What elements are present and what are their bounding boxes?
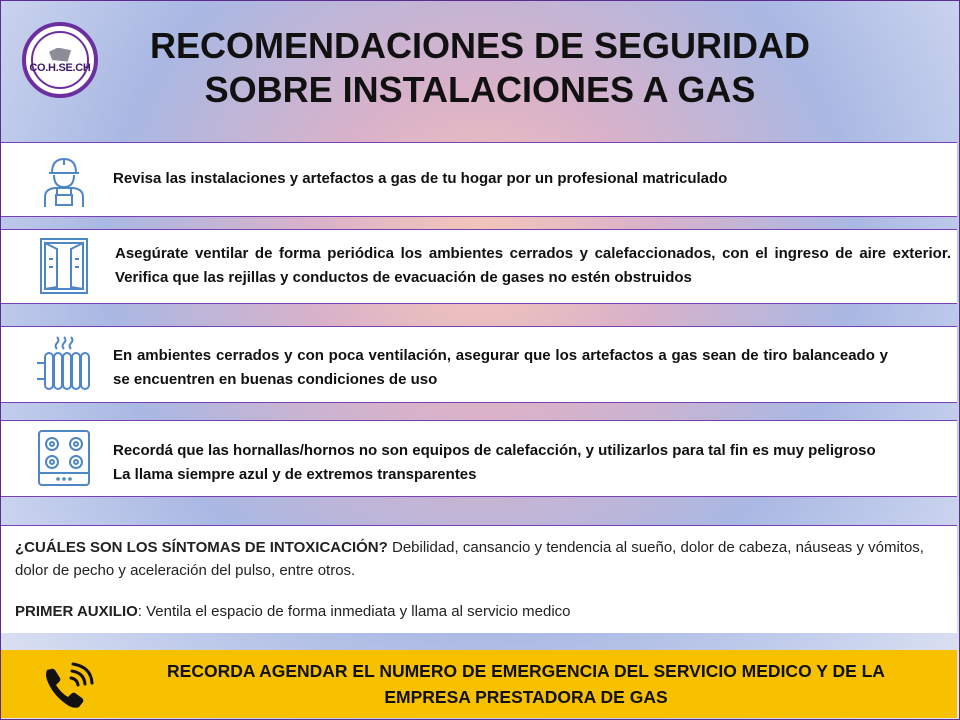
title-line-1: RECOMENDACIONES DE SEGURIDAD [149,25,811,66]
first-aid-paragraph [15,600,935,623]
first-aid-label: PRIMER AUXILIO [15,603,138,620]
organization-logo [22,22,98,98]
card-2-text: Asegúrate ventilar de forma periódica los ambientes cerrados y calefaccionados, con el ingreso de aire exterior. Verifica que las rejillas y conductos de evacuación de gases no estén obstruidos [115,245,951,286]
logo-text: CO.H.SE.CH [29,61,91,74]
card-1-text: Revisa las instalaciones y artefactos a gas de tu hogar por un profesional matriculado [113,170,728,187]
card-4-line-2: La llama siempre azul y de extremos transparentes [113,466,477,483]
first-aid-text: : Ventila el espacio de forma inmediata y llama al servicio medico [137,603,571,620]
page-title [100,24,860,112]
recommendation-card-1 [1,142,957,217]
symptoms-label: ¿CUÁLES SON LOS SÍNTOMAS DE INTOXICACIÓN? [15,539,388,556]
card-4-text [113,439,953,487]
card-4-line-1: Recordá que las hornallas/hornos no son equipos de calefacción, y utilizarlos para tal fin es muy peligroso [113,442,876,459]
heater-icon [35,333,93,391]
banner-line-2: EMPRESA PRESTADORA DE GAS [384,687,668,707]
banner-text [111,658,941,710]
recommendation-card-3 [1,326,957,403]
symptoms-paragraph [15,536,935,582]
symptoms-text: Debilidad, cansancio y tendencia al sueño, dolor de cabeza, náuseas y vómitos, dolor de pecho y aceleración del pulso, entre otros. [15,539,924,579]
info-panel [1,525,957,633]
technician-icon [35,151,93,209]
window-icon [35,237,93,295]
banner-line-1: RECORDA AGENDAR EL NUMERO DE EMERGENCIA DEL SERVICIO MEDICO Y DE LA [167,661,885,681]
title-line-2: SOBRE INSTALACIONES A GAS [204,69,756,110]
recommendation-card-2 [1,229,957,304]
recommendation-card-4 [1,420,957,497]
emergency-banner [1,650,957,718]
card-3-text: En ambientes cerrados y con poca ventilación, asegurar que los artefactos a gas sean de tiro balanceado y se encuentren en buenas condiciones de uso [113,347,888,388]
stove-icon [35,429,93,487]
map-shape [49,48,71,62]
phone-icon [41,662,99,712]
